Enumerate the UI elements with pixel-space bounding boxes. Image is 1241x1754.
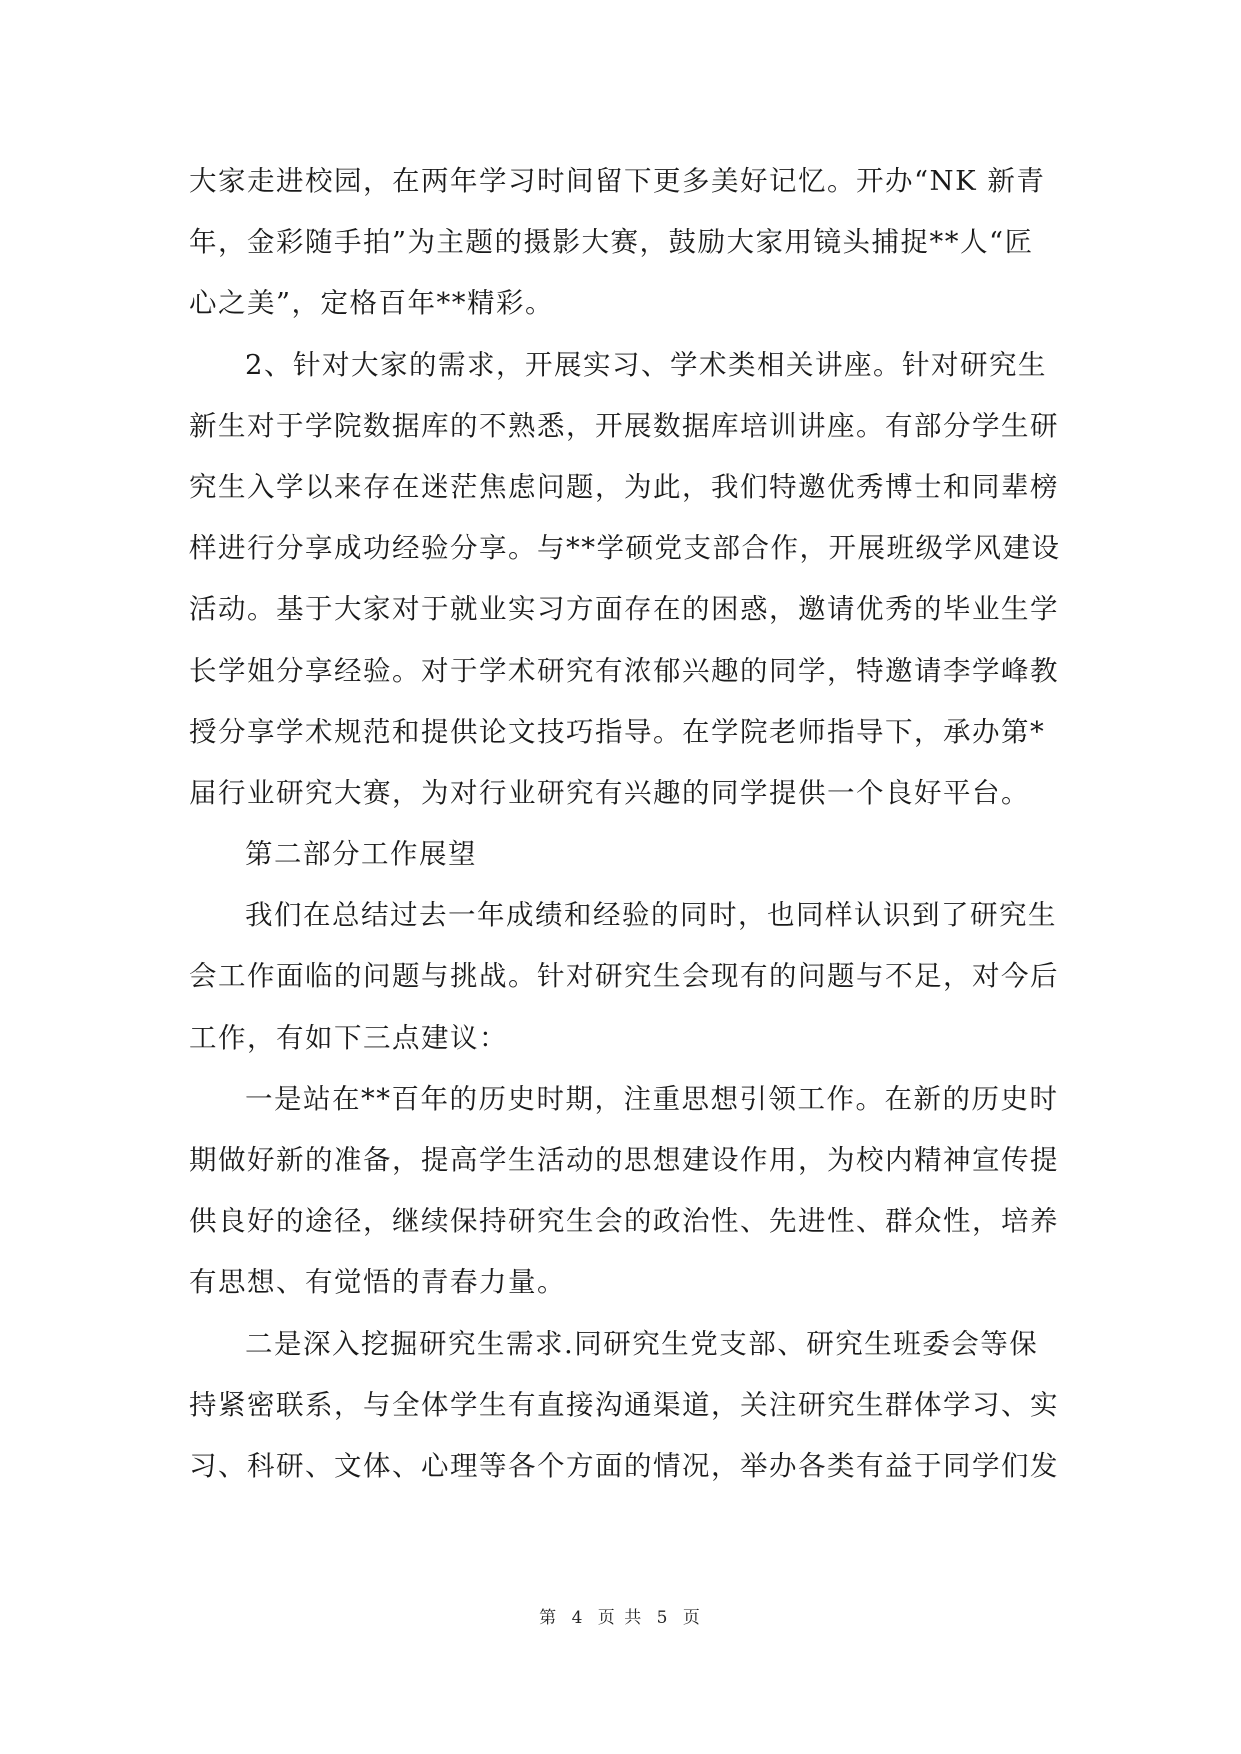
- text-line: 年，金彩随手拍”为主题的摄影大赛，鼓励大家用镜头捕捉**人“匠: [189, 226, 1034, 259]
- document-body: [189, 151, 1061, 1497]
- footer-middle: 页 共: [597, 1608, 644, 1628]
- text-line: 届行业研究大赛，为对行业研究有兴趣的同学提供一个良好平台。: [189, 776, 1030, 809]
- text-line: 工作，有如下三点建议：: [189, 1021, 508, 1054]
- footer-suffix: 页: [682, 1608, 702, 1628]
- paragraph-start-line: 2、针对大家的需求，开展实习、学术类相关讲座。针对研究生: [245, 348, 1047, 381]
- page-footer: [0, 1603, 1241, 1628]
- text-line: 长学姐分享经验。对于学术研究有浓郁兴趣的同学，特邀请李学峰教: [189, 654, 1059, 687]
- paragraph-start-line: 二是深入挖掘研究生需求.同研究生党支部、研究生班委会等保: [245, 1327, 1039, 1360]
- text-line: 授分享学术规范和提供论文技巧指导。在学院老师指导下，承办第*: [189, 715, 1046, 748]
- text-line: 会工作面临的问题与挑战。针对研究生会现有的问题与不足，对今后: [189, 960, 1059, 993]
- total-page-count: 5: [656, 1608, 670, 1628]
- text-line: 有思想、有觉悟的青春力量。: [189, 1266, 566, 1299]
- current-page-number: 4: [571, 1608, 585, 1628]
- text-line: 样进行分享成功经验分享。与**学硕党支部合作，开展班级学风建设: [189, 532, 1061, 565]
- text-line: 持紧密联系，与全体学生有直接沟通渠道，关注研究生群体学习、实: [189, 1388, 1059, 1421]
- text-line: 心之美”，定格百年**精彩。: [189, 287, 555, 320]
- section-heading: 第二部分工作展望: [245, 838, 477, 871]
- text-line: 活动。基于大家对于就业实习方面存在的困惑，邀请优秀的毕业生学: [189, 593, 1059, 626]
- paragraph-start-line: 一是站在**百年的历史时期，注重思想引领工作。在新的历史时: [245, 1082, 1059, 1115]
- text-line: 供良好的途径，继续保持研究生会的政治性、先进性、群众性，培养: [189, 1205, 1059, 1238]
- text-line: 大家走进校园，在两年学习时间留下更多美好记忆。开办“NK 新青: [189, 165, 1046, 197]
- text-line: 新生对于学院数据库的不熟悉，开展数据库培训讲座。有部分学生研: [189, 409, 1059, 442]
- paragraph-start-line: 我们在总结过去一年成绩和经验的同时，也同样认识到了研究生: [245, 899, 1057, 932]
- footer-prefix: 第: [539, 1608, 559, 1628]
- text-line: 习、科研、文体、心理等各个方面的情况，举办各类有益于同学们发: [189, 1449, 1059, 1482]
- text-line: 究生入学以来存在迷茫焦虑问题，为此，我们特邀优秀博士和同辈榜: [189, 470, 1059, 503]
- text-line: 期做好新的准备，提高学生活动的思想建设作用，为校内精神宣传提: [189, 1144, 1059, 1176]
